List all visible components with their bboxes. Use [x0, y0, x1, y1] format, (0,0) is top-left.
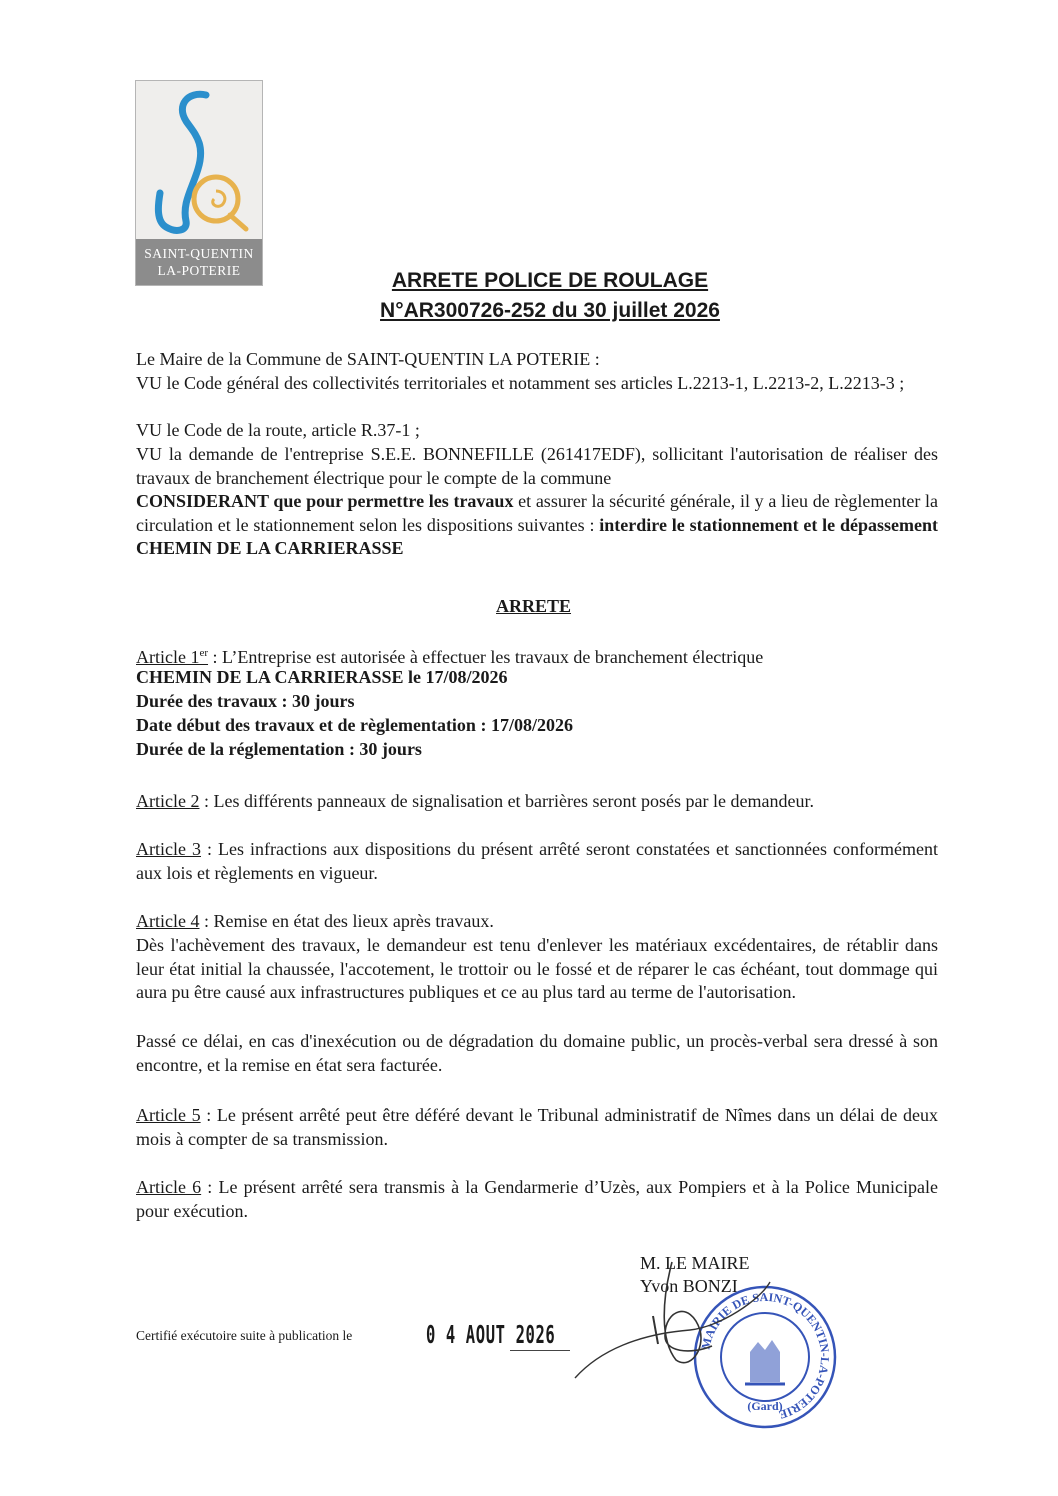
considerant-end: interdire le stationnement et le dépassement CHEMIN DE LA CARRIERASSE — [136, 514, 938, 558]
article-1-sep: : — [208, 647, 223, 667]
document-title: ARRETE POLICE DE ROULAGE — [391, 269, 709, 292]
article-1-text: L’Entreprise est autorisée à effectuer les travaux de branchement électrique — [222, 647, 764, 667]
date-underline — [510, 1350, 570, 1351]
article-6 — [136, 1176, 938, 1223]
article-6-label: Article 6 — [136, 1177, 202, 1197]
article-1-duration: Durée des travaux : 30 jours — [136, 691, 355, 711]
article-4-para2: Passé ce délai, en cas d'inexécution ou de dégradation du domaine public, un procès-verbal sera dressé à son encontre, et la remise en état sera facturée. — [136, 1031, 938, 1075]
publication-date-stamp: 0 4 AOUT 2026 — [426, 1320, 556, 1349]
article-1-reg-duration: Durée de la réglementation : 30 jours — [136, 739, 422, 759]
article-3-text: : Les infractions aux dispositions du présent arrêté seront constatées et sanctionnées conformément aux lois et règlements en vigueur. — [136, 839, 938, 883]
article-4-para1: Dès l'achèvement des travaux, le demandeur est tenu d'enlever les matériaux excédentaires, de rétablir dans leur état initial la chaussée, l'accotement, le trottoir ou le fossé et de réparer le cas échéant, tout dommage qui aura pu être causé aux infrastructures publiques et ce au plus tard au terme de l'autorisation. — [136, 935, 938, 1002]
commune-logo — [135, 80, 263, 286]
article-3-label: Article 3 — [136, 839, 201, 859]
vu-demande: VU la demande de l'entreprise S.E.E. BONNEFILLE (261417EDF), sollicitant l'autorisation de réaliser des travaux de branchement électrique pour le compte de la commune — [136, 444, 938, 488]
article-5-text: : Le présent arrêté peut être déféré devant le Tribunal administratif de Nîmes dans un délai de deux mois à compter de sa transmission. — [136, 1105, 938, 1149]
arrete-heading: ARRETE — [496, 596, 572, 616]
vu-cgct: VU le Code général des collectivités territoriales et notamment ses articles L.2213-1, L.2213-2, L.2213-3 ; — [136, 373, 905, 393]
article-1-sup: er — [199, 647, 209, 659]
signature-title: M. LE MAIRE — [640, 1253, 750, 1273]
logo-text-line2: LA-POTERIE — [157, 263, 241, 278]
sq-logo-mark — [136, 81, 264, 241]
document-reference: N°AR300726-252 du 30 juillet 2026 — [380, 299, 720, 322]
article-4 — [136, 910, 938, 934]
logo-text-line1: SAINT-QUENTIN — [144, 246, 254, 261]
vu-code-route: VU le Code de la route, article R.37-1 ; — [136, 420, 420, 440]
considerant-bold: CONSIDERANT que pour permettre les travaux — [136, 491, 514, 511]
article-2-label: Article 2 — [136, 791, 200, 811]
signature-name: Yvon BONZI — [640, 1276, 738, 1296]
article-3 — [136, 838, 938, 885]
article-1-start: Date début des travaux et de règlementation : 17/08/2026 — [136, 715, 573, 735]
article-5 — [136, 1104, 938, 1151]
article-2-text: : Les différents panneaux de signalisation et barrières seront posés par le demandeur. — [199, 791, 814, 811]
certification-text: Certifié exécutoire suite à publication le — [136, 1328, 353, 1343]
seal-text: MAIRIE DE SAINT-QUENTIN-LA-POTERIE — [698, 1289, 833, 1423]
article-1-location: CHEMIN DE LA CARRIERASSE le 17/08/2026 — [136, 667, 508, 687]
article-1-label — [136, 647, 208, 667]
article-5-label: Article 5 — [136, 1105, 201, 1125]
considerant-text: et assurer la sécurité générale, il y a lieu de règlementer la circulation et le stationnement selon les dispositions suivantes : — [136, 491, 939, 535]
article-1-label-text: Article 1 — [136, 647, 200, 667]
logo-band — [136, 239, 262, 285]
article-2 — [136, 790, 938, 814]
seal-dept: (Gard) — [747, 1399, 783, 1413]
maire-line: Le Maire de la Commune de SAINT-QUENTIN LA POTERIE : — [136, 349, 600, 369]
mairie-seal — [690, 1282, 840, 1432]
article-4-label: Article 4 — [136, 911, 200, 931]
considerant — [136, 490, 938, 561]
article-6-text: : Le présent arrêté sera transmis à la Gendarmerie d’Uzès, aux Pompiers et à la Police Municipale pour exécution. — [136, 1177, 938, 1221]
article-4-text: : Remise en état des lieux après travaux. — [199, 911, 494, 931]
